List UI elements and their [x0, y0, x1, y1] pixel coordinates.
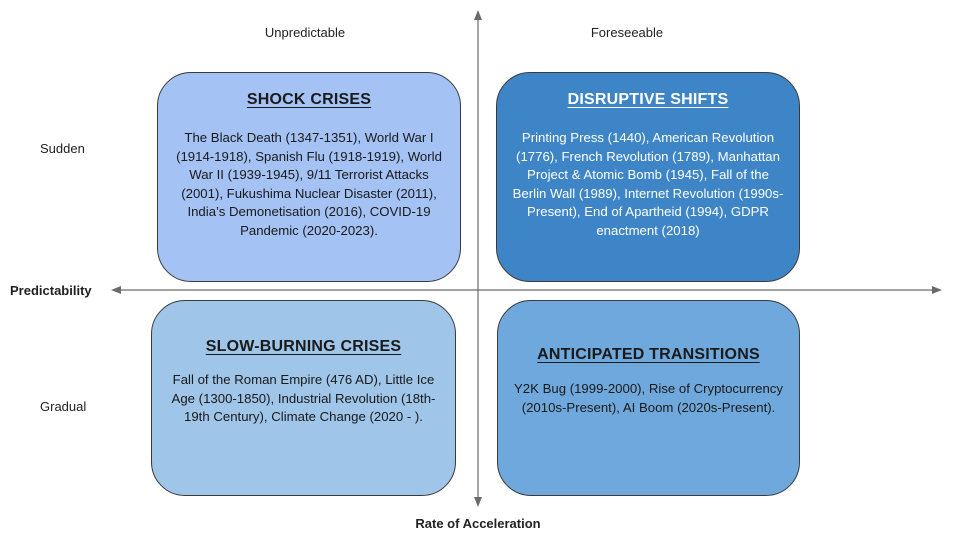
quadrant-title: ANTICIPATED TRANSITIONS — [537, 346, 760, 363]
quadrant-anticipated-transitions — [497, 300, 800, 496]
quadrant-shock-crises — [157, 72, 461, 282]
vertical-axis-arrow — [474, 10, 482, 507]
quadrant-slow-burning-crises — [151, 300, 456, 496]
quadrant-examples: Y2K Bug (1999-2000), Rise of Cryptocurrency (2010s-Present), AI Boom (2020s-Present). — [513, 381, 783, 415]
row-label-gradual: Gradual — [40, 399, 87, 414]
column-label-foreseeable: Foreseeable — [590, 25, 664, 40]
quadrant-examples: The Black Death (1347-1351), World War I (1914-1918), Spanish Flu (1918-1919), World War II (1939-1945), 9/11 Terrorist Attacks (2001), Fukushima Nuclear Disaster (2011), India’s Demonetisation (2016), COVID-19 Pandemic (2020-2023). — [176, 130, 442, 238]
column-label-unpredictable: Unpredictable — [264, 25, 346, 40]
quadrant-title: SLOW-BURNING CRISES — [205, 338, 402, 355]
quadrant-disruptive-shifts — [496, 72, 800, 282]
horizontal-axis-label: Predictability — [10, 283, 92, 298]
quadrant-title: SHOCK CRISES — [246, 91, 372, 108]
quadrant-title: DISRUPTIVE SHIFTS — [567, 91, 729, 108]
horizontal-axis-arrow — [111, 286, 942, 294]
quadrant-examples: Fall of the Roman Empire (476 AD), Little Ice Age (1300-1850), Industrial Revolution (18th-19th Century), Climate Change (2020 - ). — [171, 372, 436, 425]
vertical-axis-label: Rate of Acceleration — [415, 516, 541, 531]
quadrant-examples: Printing Press (1440), American Revolution (1776), French Revolution (1789), Manhattan Project & Atomic Bomb (1945), Fall of the Berlin Wall (1989), Internet Revolution (1990s-Present), End of Apartheid (1994), GDPR enactment (2018) — [512, 130, 784, 238]
row-label-sudden: Sudden — [40, 141, 85, 156]
